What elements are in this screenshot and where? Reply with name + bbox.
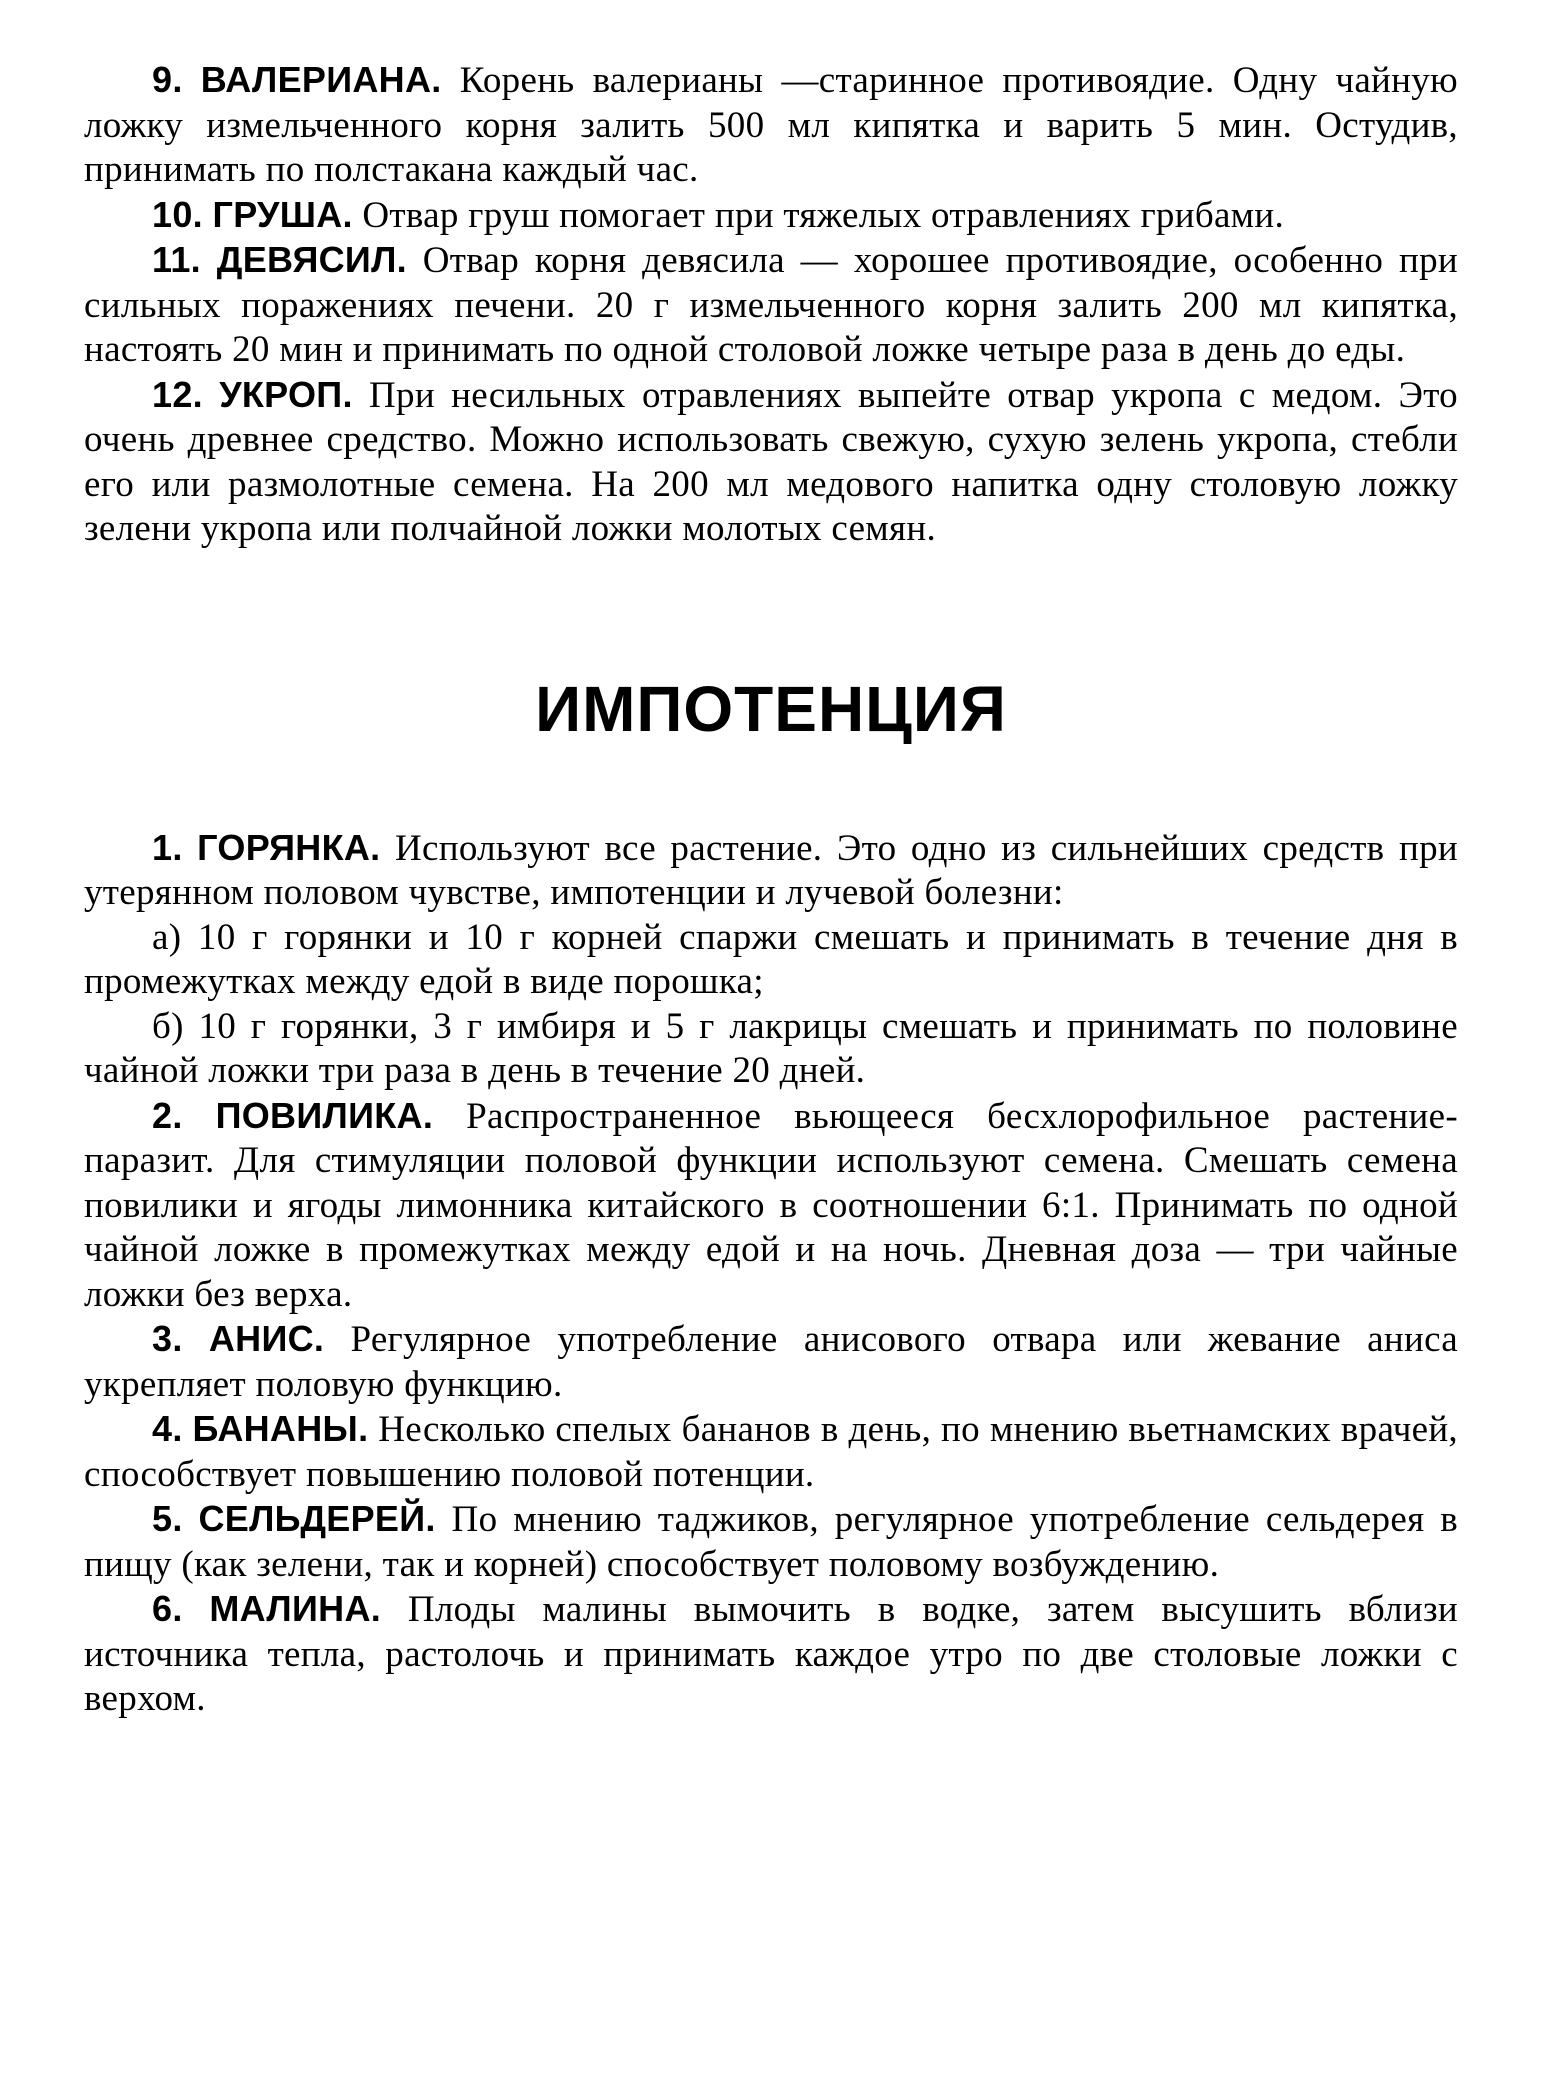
spacer [84,746,1458,826]
document-page [84,58,1458,1722]
entry-text: Распространенное вьющееся бесхлорофильное растение-паразит. Для стимуляции половой функции используют семена. Смешать семена повилики и ягоды лимонника китайского в соотношении 6:1. Принимать по одной чайной ложке в промежутках между едой и на ночь. Дневная доза — три чайные ложки без верха. [84,1095,1458,1315]
entry-term: УКРОП. [219,373,353,415]
entry-term: ГОРЯНКА. [197,826,381,868]
entry-number: 3. [152,1318,183,1359]
entry-text: При несильных отравлениях выпейте отвар укропа с медом. Это очень древнее средство. Можно использовать свежую, сухую зелень укропа, стебли его или размолотные семена. На 200 мл медового напитка одну столовую ложку зелени укропа или полчайной ложки молотых семян. [84,374,1458,549]
entry-grusha [84,193,1458,239]
entry-number: 6. [152,1588,183,1629]
entry-text: Отвар корня девясила — хорошее противоядие, особенно при сильных поражениях печени. 20 г измельченного корня залить 200 мл кипятка, настоять 20 мин и принимать по одной столовой ложке четыре раза в день до еды. [84,240,1458,370]
entry-text: Регулярное употребление анисового отвара или жевание аниса укрепляет половую функцию. [84,1319,1458,1405]
entry-number: 11. [152,239,201,280]
entry-valeriana [84,58,1458,193]
section-title: ИМПОТЕНЦИЯ [535,672,1007,745]
entry-goryanka [84,826,1458,916]
entry-term: СЕЛЬДЕРЕЙ. [198,1498,436,1539]
entry-selderey [84,1497,1458,1587]
entry-goryanka-sub-a: а) 10 г горянки и 10 г корней спаржи смешать и принимать в течение дня в промежутках между едой в виде порошка; [84,916,1458,1002]
entry-term: ВАЛЕРИАНА. [200,59,442,100]
entry-text: Несколько спелых бананов в день, по мнению вьетнамских врачей, способствует повышению половой потенции. [84,1409,1458,1495]
entry-devyasil [84,238,1458,373]
entry-goryanka-sub-b: б) 10 г горянки, 3 г имбиря и 5 г лакрицы смешать и принимать по половине чайной ложки три раза в день в течение 20 дней. [84,1005,1458,1091]
spacer [84,552,1458,672]
entry-term: БАНАНЫ. [192,1408,369,1449]
entry-povilika [84,1094,1458,1318]
entry-ukrop [84,373,1458,552]
entry-number: 4. [152,1408,183,1449]
entry-term: АНИС. [208,1318,325,1359]
entry-term: ДЕВЯСИЛ. [216,239,407,280]
entry-banany [84,1407,1458,1497]
entry-text: По мнению таджиков, регулярное употребление сельдерея в пищу (как зелени, так и корней) способствует половому возбуждению. [84,1499,1458,1585]
entry-number: 9. [152,59,183,100]
entry-text: Корень валерианы —старинное противоядие. Одну чайную ложку измельченного корня залить 500 мл кипятка и варить 5 мин. Остудив, принимать по полстакана каждый час. [84,60,1458,190]
entry-text: Плоды малины вымочить в водке, затем высушить вблизи источника тепла, растолочь и принимать каждое утро по две столовые ложки с верхом. [84,1589,1458,1719]
entry-term: МАЛИНА. [209,1588,382,1629]
entry-malina [84,1587,1458,1722]
entry-text: Отвар груш помогает при тяжелых отравлениях грибами. [362,194,1285,236]
entry-term: ПОВИЛИКА. [215,1094,434,1136]
entry-text: Используют все растение. Это одно из сильнейших средств при утерянном половом чувстве, импотенции и лучевой болезни: [84,827,1458,913]
entry-number: 1. [152,826,183,868]
entry-number: 12. [152,373,203,415]
entry-term: ГРУША. [212,193,353,235]
entry-number: 2. [152,1094,183,1136]
entry-anis [84,1317,1458,1407]
entry-number: 5. [152,1498,183,1539]
entry-number: 10. [152,193,203,235]
